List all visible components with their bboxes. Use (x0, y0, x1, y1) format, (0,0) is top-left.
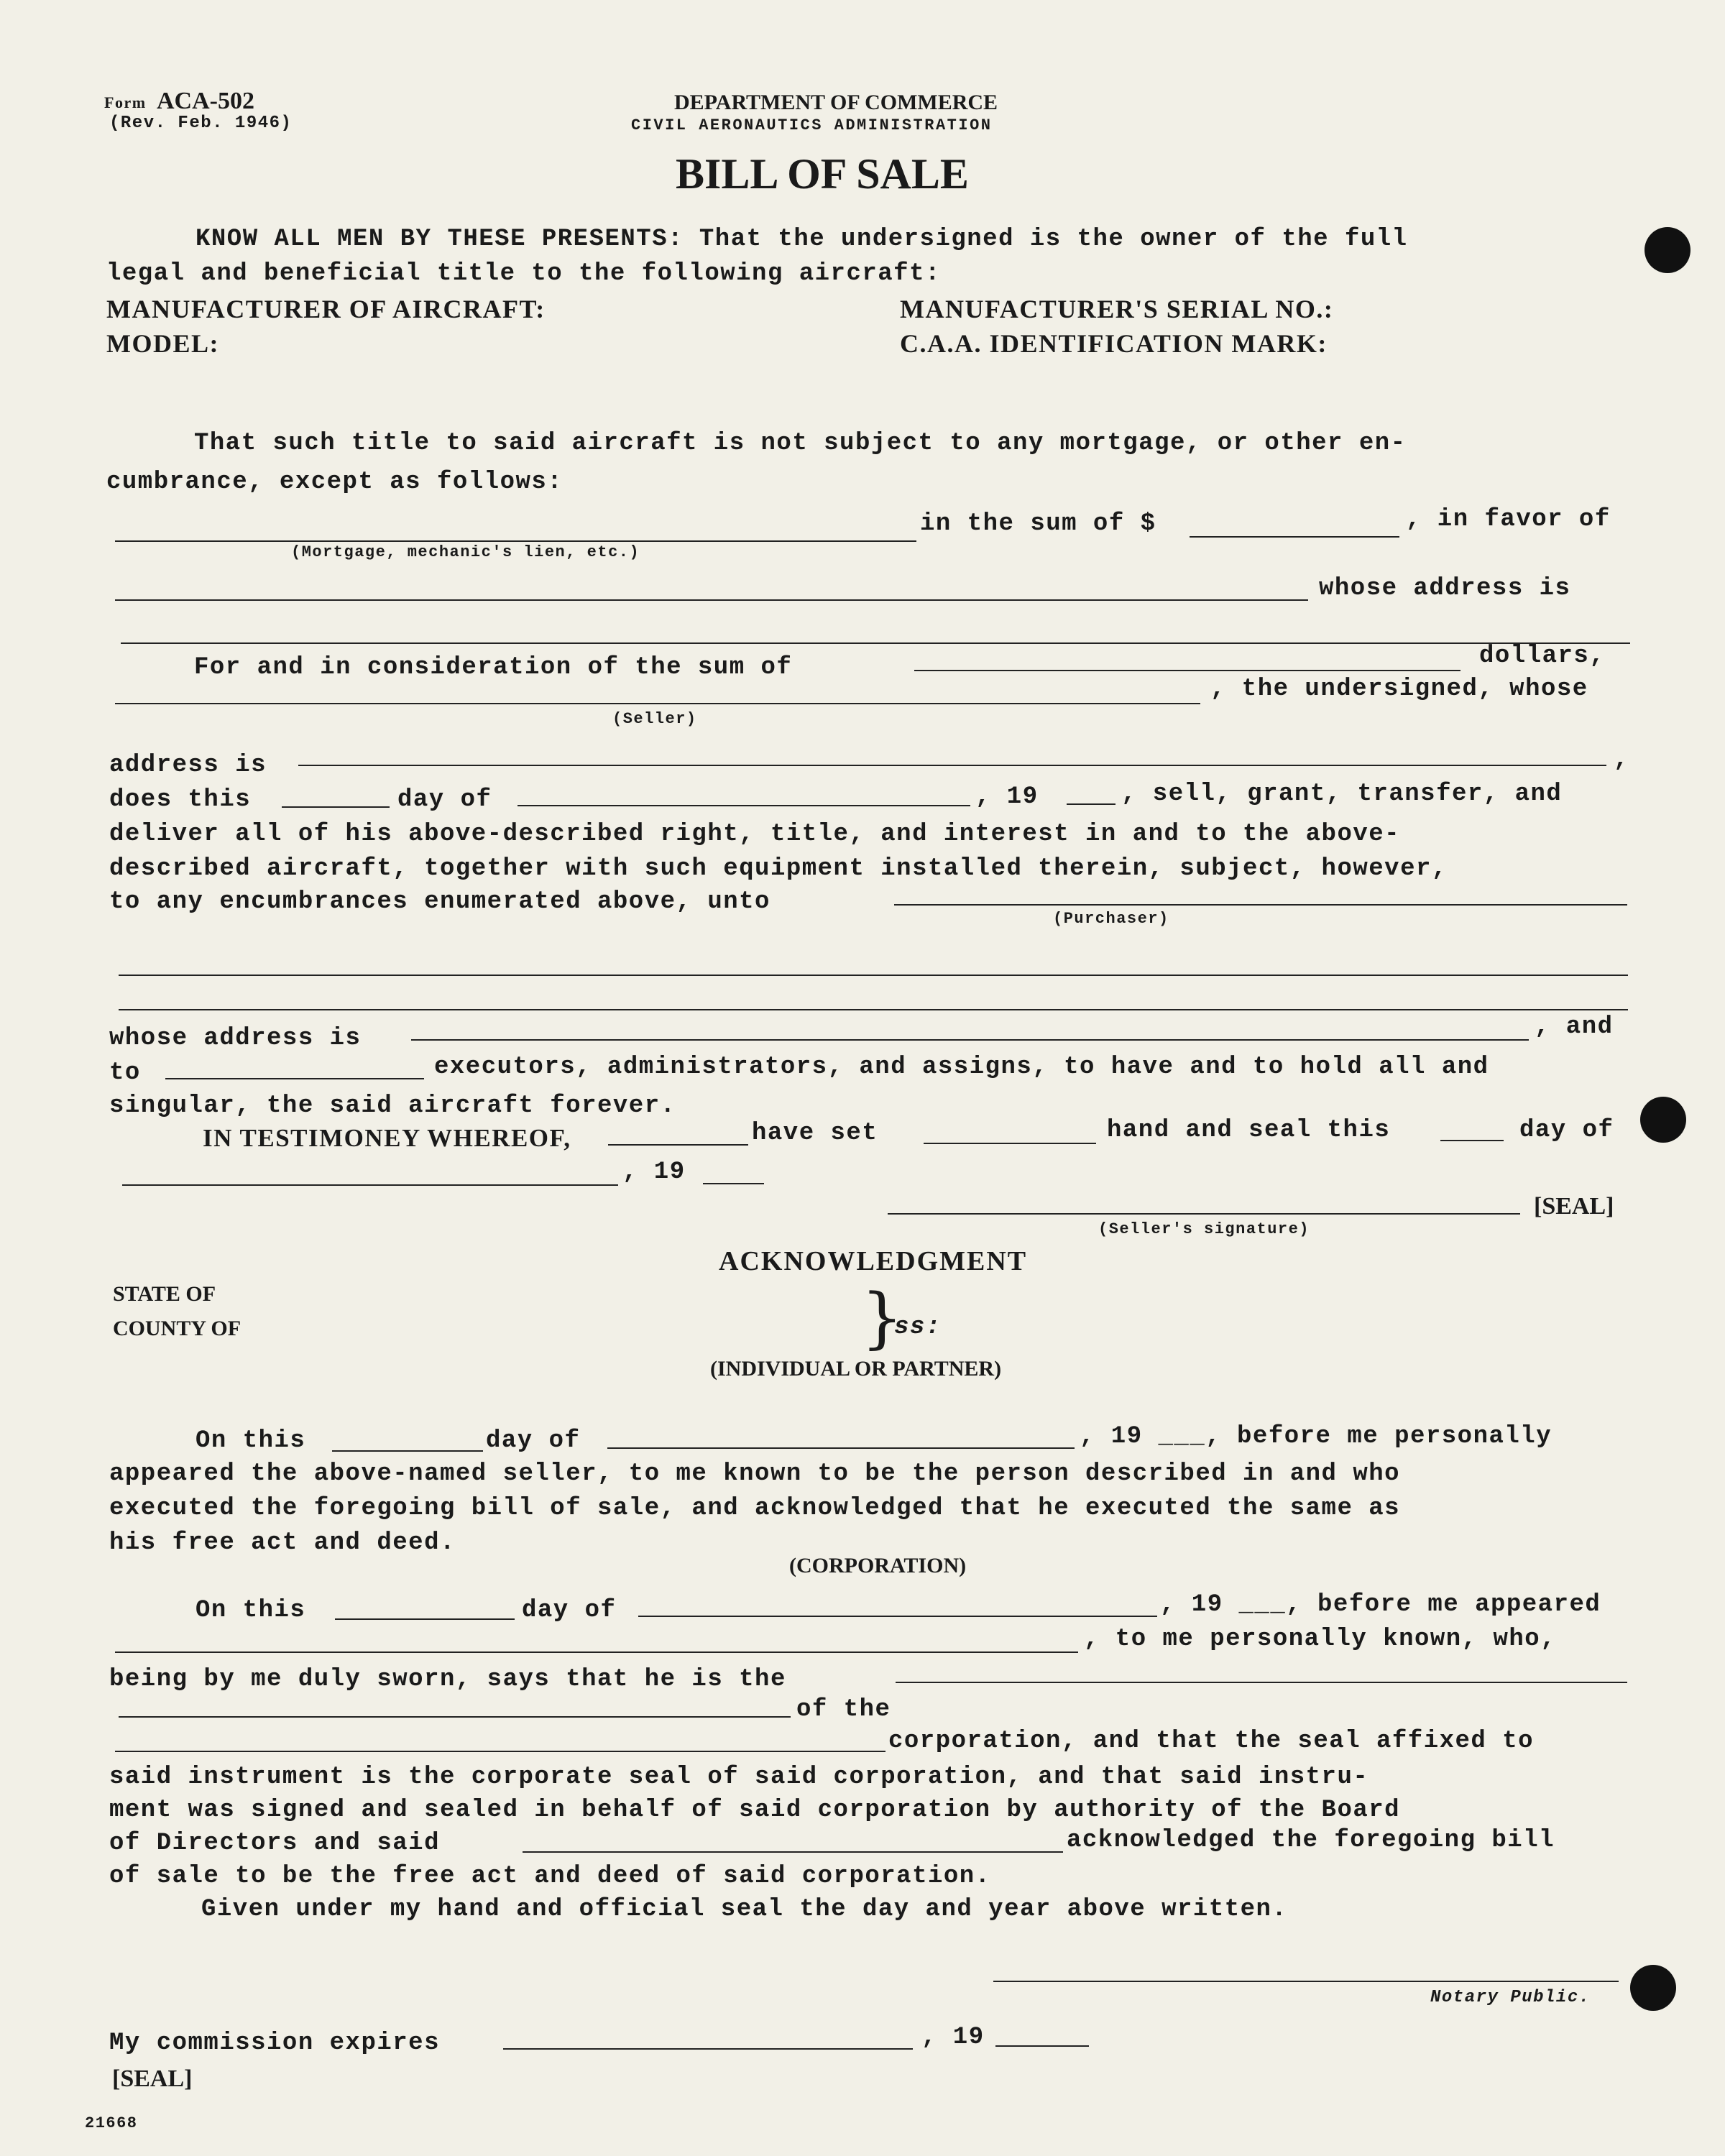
whose-address-label: whose address is (1319, 575, 1571, 602)
purchaser-address-label: whose address is (109, 1025, 362, 1052)
seller-address-label: address is (109, 752, 267, 779)
purchaser-caption: (Purchaser) (1053, 910, 1169, 928)
serial-number-label: MANUFACTURER'S SERIAL NO.: (900, 295, 1334, 323)
notary-caption: Notary Public. (1430, 1988, 1591, 2007)
ss-label: ss: (894, 1314, 942, 1341)
punch-hole-top (1644, 227, 1690, 273)
manufacturer-label: MANUFACTURER OF AIRCRAFT: (106, 295, 546, 323)
model-label: MODEL: (106, 329, 219, 358)
purchaser-address-field[interactable] (411, 1039, 1529, 1041)
footer-code: 21668 (85, 2114, 138, 2132)
ind-on-this-label: On this (196, 1427, 306, 1455)
testimony-year-prefix: , 19 (622, 1158, 686, 1186)
corp-day-field[interactable] (335, 1618, 515, 1620)
corp-officer-name-field[interactable] (115, 1651, 1078, 1653)
corp-before-me-label: , 19 ___, before me appeared (1160, 1591, 1601, 1618)
form-number: ACA-502 (157, 88, 254, 114)
singular-line: singular, the said aircraft forever. (109, 1092, 676, 1120)
and-label: , and (1535, 1013, 1614, 1041)
of-the-label: of the (796, 1696, 891, 1723)
notary-signature-field[interactable] (993, 1981, 1619, 1982)
ind-executed-line: executed the foregoing bill of sale, and acknowledged that he executed the same as (109, 1495, 1401, 1522)
lienholder-field[interactable] (115, 599, 1308, 601)
form-revision: (Rev. Feb. 1946) (109, 114, 293, 133)
favor-label: , in favor of (1406, 506, 1611, 533)
county-of-label: COUNTY OF (113, 1317, 242, 1340)
said-instrument-line: said instrument is the corporate seal of said corporation, and that said instru- (109, 1764, 1369, 1791)
ind-day-of-label: day of (486, 1427, 581, 1455)
seller-address-field[interactable] (298, 765, 1606, 766)
form-prefix: Form (104, 93, 147, 111)
given-under-line: Given under my hand and official seal the day and year above written. (201, 1896, 1288, 1923)
ind-appeared-line: appeared the above-named seller, to me known to be the person described in and who (109, 1460, 1401, 1488)
testimony-year-field[interactable] (703, 1183, 764, 1184)
purchaser-name-field[interactable] (894, 904, 1627, 906)
of-directors-label: of Directors and said (109, 1830, 440, 1857)
ind-free-act-line: his free act and deed. (109, 1529, 456, 1557)
encumbrance-sum-field[interactable] (1190, 536, 1399, 538)
sale-month-field[interactable] (518, 805, 970, 806)
corp-month-field[interactable] (638, 1616, 1157, 1617)
consideration-amount-field[interactable] (914, 670, 1460, 671)
corp-officer-title-field-2[interactable] (119, 1716, 791, 1718)
purchaser-extra-line-2[interactable] (119, 1009, 1628, 1010)
corp-name-field[interactable] (115, 1751, 886, 1752)
seller-signature-field[interactable] (888, 1213, 1520, 1215)
corp-day-of-label: day of (522, 1597, 617, 1624)
testimony-label: IN TESTIMONEY WHEREOF, (203, 1124, 571, 1152)
testimony-month-field[interactable] (122, 1184, 618, 1186)
deliver-line: deliver all of his above-described right, title, and interest in and to the above- (109, 821, 1401, 848)
ind-day-field[interactable] (332, 1450, 483, 1452)
to-label: to (109, 1059, 141, 1087)
ment-signed-line: ment was signed and sealed in behalf of said corporation by authority of the Board (109, 1797, 1401, 1824)
dollars-label: dollars, (1479, 642, 1606, 670)
corporation-caption: (CORPORATION) (789, 1554, 967, 1577)
ind-before-me-label: , 19 ___, before me personally (1080, 1423, 1552, 1450)
commission-expiry-field[interactable] (503, 2048, 913, 2050)
purchaser-heirs-field[interactable] (165, 1078, 424, 1079)
sell-grant-label: , sell, grant, transfer, and (1121, 780, 1563, 808)
corporation-seal-line: corporation, and that the seal affixed to (888, 1728, 1535, 1755)
does-this-label: does this (109, 786, 252, 814)
administration-heading: CIVIL AERONAUTICS ADMINISTRATION (631, 116, 993, 134)
punch-hole-middle (1640, 1097, 1686, 1143)
intro-line-1: KNOW ALL MEN BY THESE PRESENTS: That the undersigned is the owner of the full (196, 226, 1408, 253)
sale-year-prefix: , 19 (975, 783, 1039, 811)
encumbrance-line-1: That such title to said aircraft is not subject to any mortgage, or other en- (194, 430, 1407, 457)
seller-seal-label: [SEAL] (1534, 1193, 1614, 1220)
mortgage-caption: (Mortgage, mechanic's lien, etc.) (291, 543, 640, 561)
address-comma: , (1614, 746, 1629, 773)
sale-day-of-label: day of (397, 786, 492, 814)
page-title: BILL OF SALE (676, 150, 969, 198)
acknowledged-label: acknowledged the foregoing bill (1067, 1827, 1555, 1854)
caa-mark-label: C.A.A. IDENTIFICATION MARK: (900, 329, 1328, 358)
hand-seal-label: hand and seal this (1107, 1117, 1391, 1144)
sale-day-field[interactable] (282, 806, 390, 808)
commission-label: My commission expires (109, 2030, 440, 2057)
corp-on-this-label: On this (196, 1597, 306, 1624)
jurisdiction-brace: } (861, 1279, 903, 1356)
ind-month-field[interactable] (607, 1447, 1075, 1449)
department-heading: DEPARTMENT OF COMMERCE (674, 91, 998, 114)
notary-seal-label: [SEAL] (112, 2065, 193, 2092)
personally-known-label: , to me personally known, who, (1084, 1626, 1557, 1653)
state-of-label: STATE OF (113, 1282, 216, 1306)
seller-signature-caption: (Seller's signature) (1098, 1220, 1310, 1238)
intro-line-2: legal and beneficial title to the following aircraft: (106, 260, 941, 287)
sale-year-field[interactable] (1067, 803, 1116, 805)
to-any-line: to any encumbrances enumerated above, unto (109, 888, 770, 916)
purchaser-extra-line-1[interactable] (119, 975, 1628, 976)
seller-name-field[interactable] (115, 703, 1200, 704)
consideration-line: For and in consideration of the sum of (194, 654, 793, 681)
testimony-pronoun-field[interactable] (924, 1143, 1096, 1144)
encumbrance-line-2: cumbrance, except as follows: (106, 469, 564, 496)
seller-caption: (Seller) (612, 710, 697, 728)
lienholder-address-field[interactable] (121, 642, 1630, 644)
testimony-party-field[interactable] (608, 1144, 748, 1146)
have-set-label: have set (752, 1120, 878, 1147)
described-line: described aircraft, together with such equipment installed therein, subject, however, (109, 855, 1448, 883)
acknowledgment-title: ACKNOWLEDGMENT (719, 1246, 1028, 1276)
being-sworn-line: being by me duly sworn, says that he is the (109, 1666, 786, 1693)
corp-officer-title-field[interactable] (896, 1682, 1627, 1683)
sum-label: in the sum of $ (920, 510, 1156, 538)
corp-officer-ack-field[interactable] (523, 1851, 1063, 1853)
commission-year-prefix: , 19 (921, 2024, 985, 2051)
of-sale-line: of sale to be the free act and deed of said corporation. (109, 1863, 991, 1890)
executors-line: executors, administrators, and assigns, to have and to hold all and (434, 1054, 1489, 1081)
testimony-day-of-label: day of (1519, 1117, 1614, 1144)
commission-year-field[interactable] (995, 2045, 1089, 2047)
encumbrance-type-field[interactable] (115, 540, 916, 542)
testimony-day-field[interactable] (1440, 1140, 1504, 1141)
individual-caption: (INDIVIDUAL OR PARTNER) (710, 1357, 1002, 1381)
undersigned-label: , the undersigned, whose (1210, 676, 1588, 703)
punch-hole-bottom (1630, 1965, 1676, 2011)
